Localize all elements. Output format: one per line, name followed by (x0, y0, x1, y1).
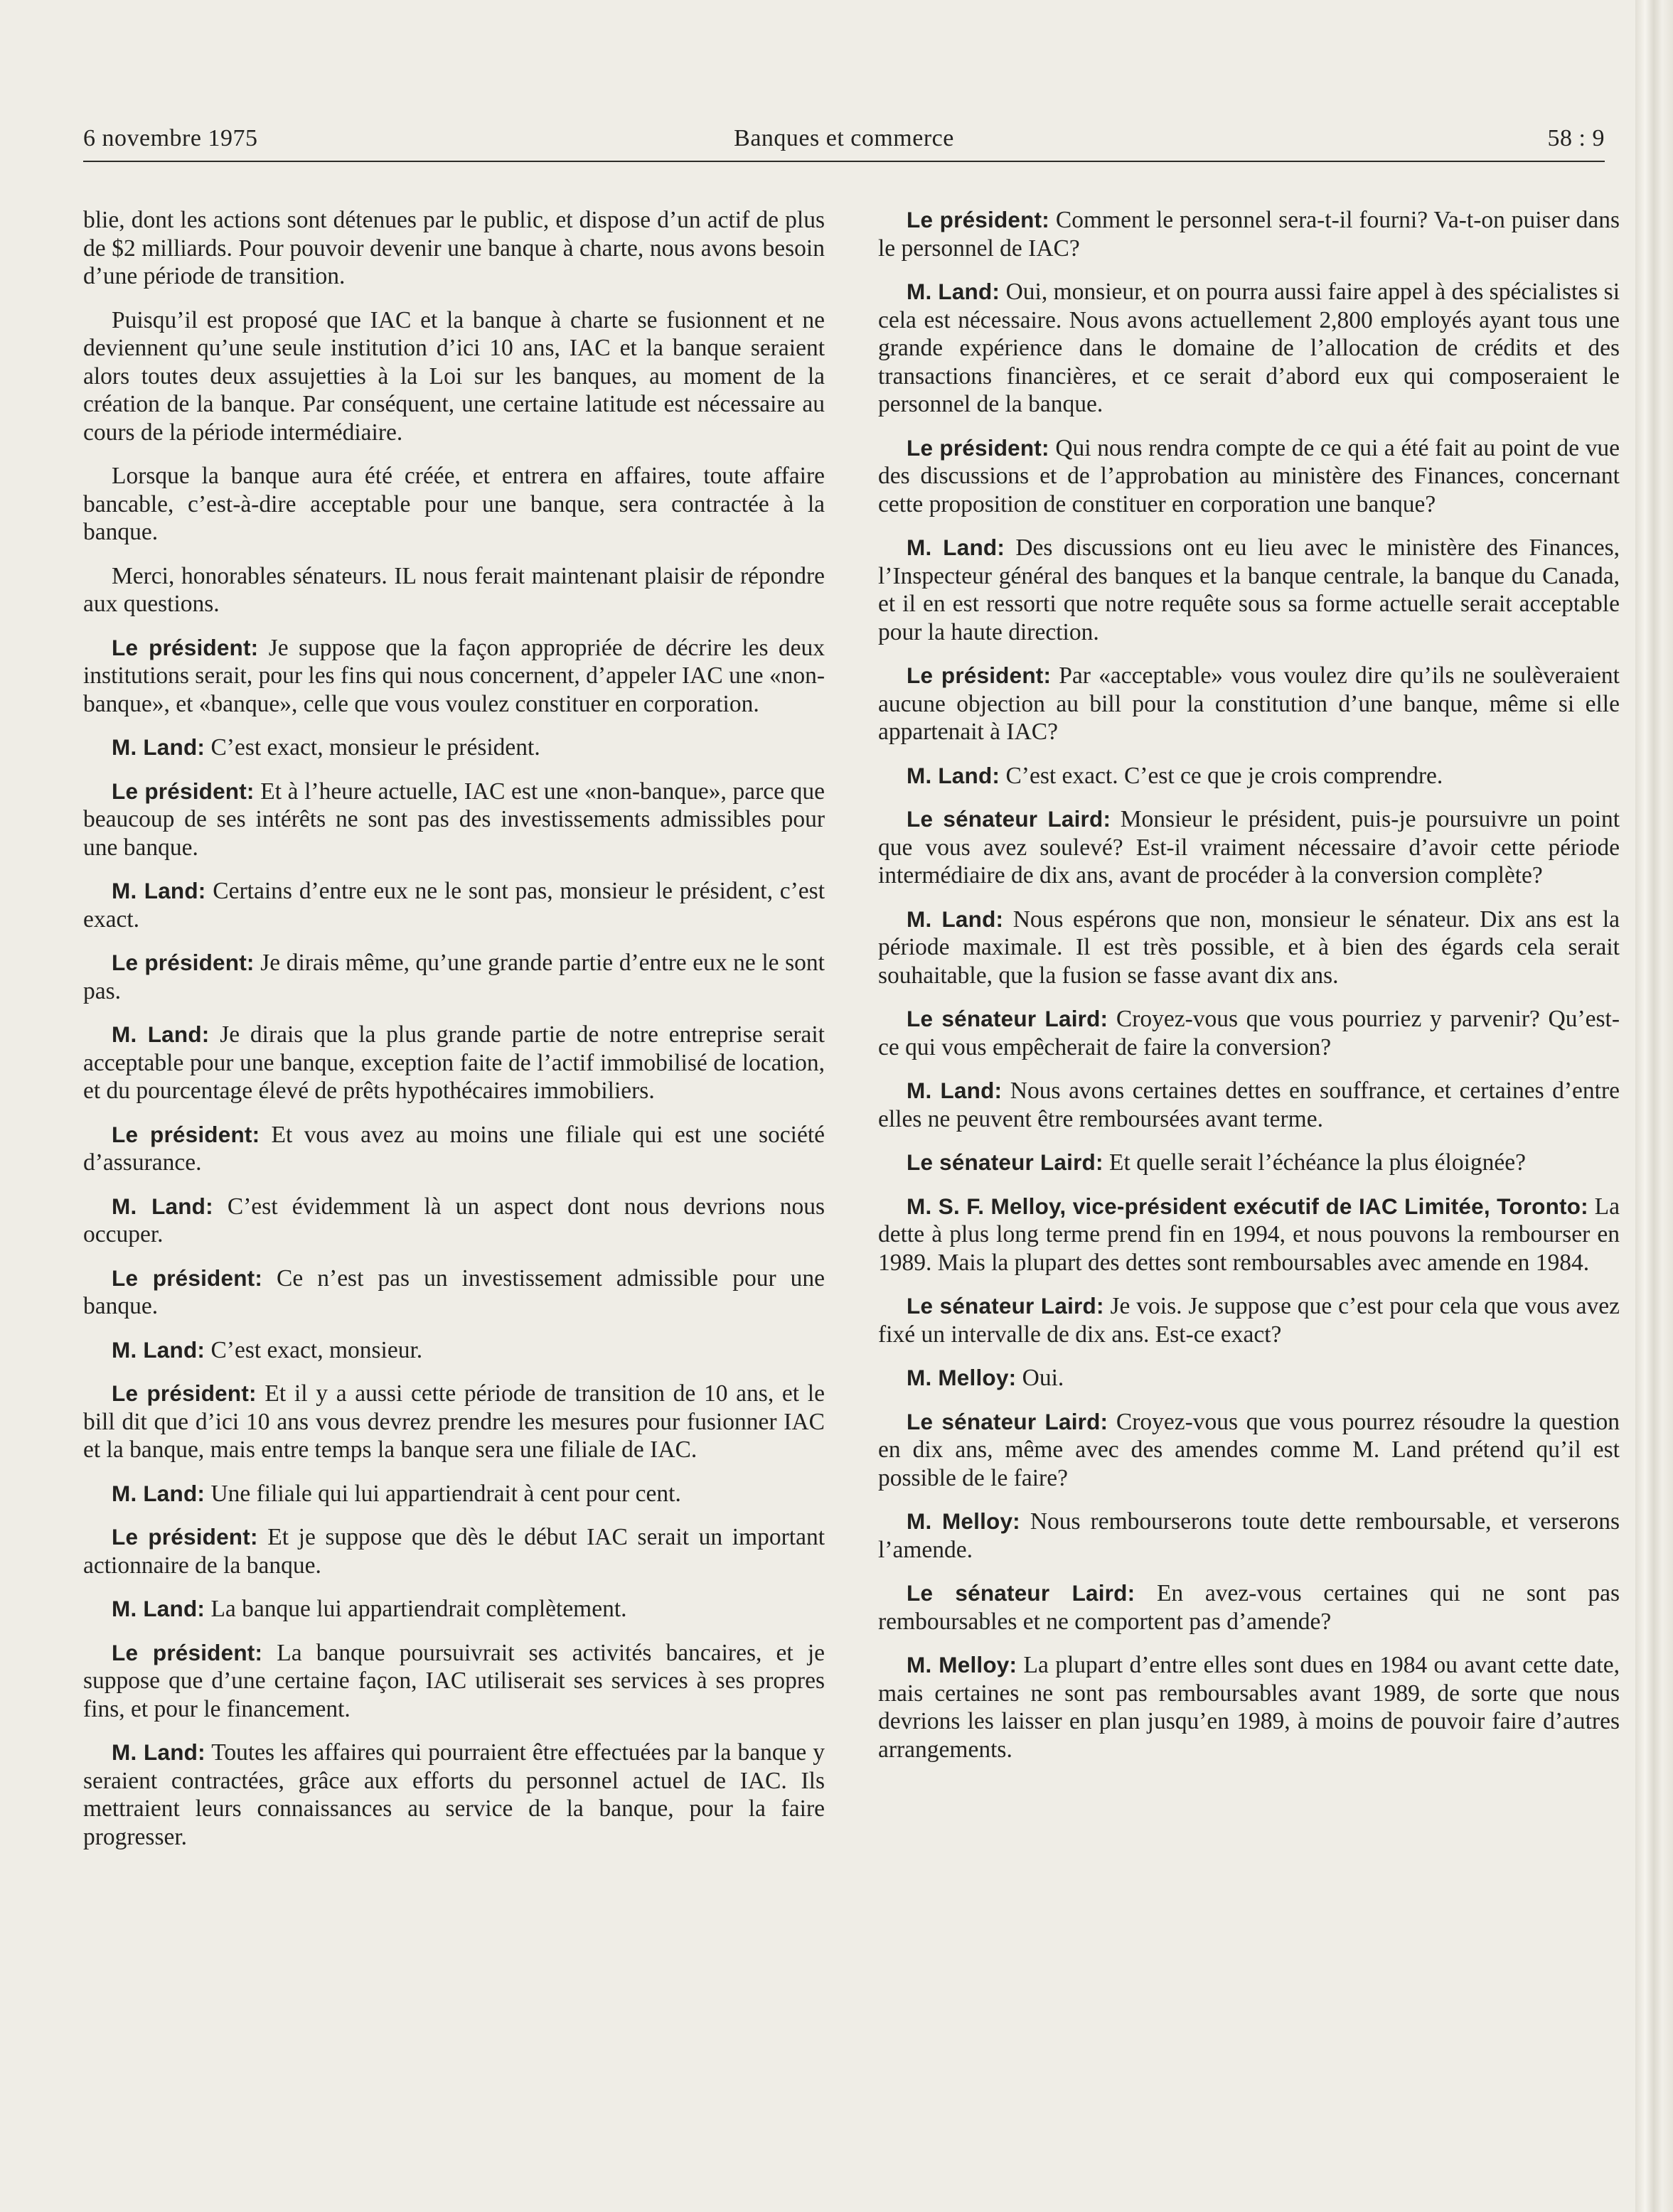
paragraph (83, 1523, 825, 1579)
paragraph-text: Et vous avez au moins une filiale qui est une société d’assurance. (83, 1121, 825, 1176)
header-page-number: 58 : 9 (1547, 125, 1605, 151)
paragraph (83, 1265, 825, 1321)
paragraph-text: Ce n’est pas un investissement admissible pour une banque. (83, 1265, 825, 1319)
speaker-name: Le président: (907, 207, 1049, 232)
paragraph-text: Monsieur le président, puis-je poursuivre un point que vous avez soulevé? Est-il vraiment nécessaire d’avoir cette période intermédiaire de dix ans, avant de procéder à la conversion complète? (878, 806, 1620, 888)
speaker-name: M. Land: (112, 1596, 205, 1621)
speaker-name: M. Land: (112, 1739, 205, 1765)
paragraph (83, 462, 825, 547)
speaker-name: M. Melloy: (907, 1508, 1020, 1534)
paragraph-text: Certains d’entre eux ne le sont pas, monsieur le président, c’est exact. (83, 878, 825, 933)
speaker-name: M. Land: (112, 1193, 213, 1219)
paragraph-text: Comment le personnel sera-t-il fourni? Va-t-on puiser dans le personnel de IAC? (878, 207, 1620, 262)
paragraph (83, 949, 825, 1005)
paragraph-text: Nous rembourserons toute dette remboursable, et verserons l’amende. (878, 1508, 1620, 1563)
paragraph (83, 877, 825, 933)
speaker-name: M. Land: (112, 878, 206, 903)
paragraph-text: Et il y a aussi cette période de transition de 10 ans, et le bill dit que d’ici 10 ans vous devrez prendre les mesures pour fusionner IAC et la banque, mais entre temps la banque sera une filiale de IAC. (83, 1380, 825, 1463)
paragraph-text: Croyez-vous que vous pourriez y parvenir? Qu’est-ce qui vous empêcherait de faire la conversion? (878, 1006, 1620, 1061)
speaker-name: M. Land: (907, 762, 1000, 788)
paragraph-text: Oui, monsieur, et on pourra aussi faire appel à des spécialistes si cela est nécessaire. Nous avons actuellement 2,800 employés ayant tous une grande expérience dans le domaine de l’allocation de crédits et des transactions financières, et ce serait d’abord eux qui composeraient le personnel de la banque. (878, 279, 1620, 417)
paragraph-text: Par «acceptable» vous voulez dire qu’ils ne soulèveraient aucune objection au bill pour la constitution d’une banque, même si elle appartenait à IAC? (878, 662, 1620, 745)
paragraph (878, 1292, 1620, 1348)
header-title: Banques et commerce (734, 125, 954, 151)
paragraph-text: Des discussions ont eu lieu avec le ministère des Finances, l’Inspecteur général des banques et la banque centrale, la banque du Canada, et il en est ressorti que notre requête sous sa forme actuelle serait acceptable pour la haute direction. (878, 535, 1620, 645)
paragraph (878, 906, 1620, 990)
paragraph-text: Je dirais même, qu’une grande partie d’entre eux ne le sont pas. (83, 950, 825, 1004)
paragraph-text: Je vois. Je suppose que c’est pour cela que vous avez fixé un intervalle de dix ans. Est-ce exact? (878, 1293, 1620, 1348)
speaker-name: Le sénateur Laird: (907, 1580, 1135, 1606)
paragraph-text: Toutes les affaires qui pourraient être effectuées par la banque y seraient contractées, grâce aux efforts du personnel actuel de IAC. Ils mettraient leurs connaissances au service de la banque, pour la faire progresser. (83, 1739, 825, 1850)
paragraph-text: blie, dont les actions sont détenues par le public, et dispose d’un actif de plus de $2 milliards. Pour pouvoir devenir une banque à charte, nous avons besoin d’une période de transition. (83, 207, 825, 289)
paragraph-text: Qui nous rendra compte de ce qui a été fait au point de vue des discussions et de l’approbation au ministère des Finances, concernant cette proposition de constituer en corporation une banque? (878, 434, 1620, 517)
paragraph (83, 778, 825, 862)
paragraph (878, 434, 1620, 519)
paragraph (878, 1193, 1620, 1277)
speaker-name: M. S. F. Melloy, vice-président exécutif de IAC Limitée, Toronto: (907, 1193, 1588, 1219)
speaker-name: M. Melloy: (907, 1365, 1017, 1390)
header-date: 6 novembre 1975 (83, 125, 258, 151)
header-rule (83, 161, 1605, 162)
speaker-name: Le président: (112, 1121, 260, 1147)
speaker-name: Le président: (112, 778, 255, 804)
paragraph (83, 562, 825, 618)
paragraph-text: En avez-vous certaines qui ne sont pas remboursables et ne comportent pas d’amende? (878, 1580, 1620, 1635)
paragraph (878, 1364, 1620, 1392)
speaker-name: Le sénateur Laird: (907, 1293, 1104, 1319)
paragraph-text: Je dirais que la plus grande partie de notre entreprise serait acceptable pour une banque, exception faite de l’actif immobilisé de location, et du pourcentage élevé de prêts hypothécaires immobiliers. (83, 1021, 825, 1104)
speaker-name: M. Land: (907, 906, 1004, 932)
speaker-name: Le sénateur Laird: (907, 1149, 1103, 1175)
paragraph (83, 1595, 825, 1623)
speaker-name: Le président: (907, 662, 1052, 688)
paragraph (83, 1193, 825, 1249)
paragraph-text: Merci, honorables sénateurs. IL nous ferait maintenant plaisir de répondre aux questions. (83, 562, 825, 617)
paragraph-text: C’est exact, monsieur le président. (205, 734, 540, 761)
speaker-name: Le président: (907, 434, 1049, 461)
speaker-name: Le sénateur Laird: (907, 1408, 1108, 1434)
paragraph (878, 1651, 1620, 1763)
running-header (83, 125, 1605, 161)
speaker-name: M. Land: (112, 1336, 205, 1363)
paragraph (83, 1021, 825, 1105)
speaker-name: Le sénateur Laird: (907, 1006, 1108, 1031)
paragraph (878, 1408, 1620, 1493)
paragraph (83, 634, 825, 719)
speaker-name: Le président: (112, 1265, 263, 1291)
paragraph-text: Croyez-vous que vous pourrez résoudre la question en dix ans, même avec des amendes comme M. Land prétend qu’il est possible de le faire? (878, 1408, 1620, 1491)
paragraph (878, 662, 1620, 746)
left-column (83, 206, 825, 1867)
paragraph (83, 1336, 825, 1365)
paragraph-text: Je suppose que la façon appropriée de décrire les deux institutions serait, pour les fins qui nous concernent, d’appeler IAC une «non-banque», et «banque», celle que vous voulez constituer en corporation. (83, 634, 825, 717)
paragraph-text: C’est exact. C’est ce que je crois comprendre. (1000, 762, 1443, 789)
paragraph-text: Nous avons certaines dettes en souffrance, et certaines d’entre elles ne peuvent être remboursées avant terme. (878, 1078, 1620, 1132)
paragraph (878, 762, 1620, 790)
paragraph-text: Et je suppose que dès le début IAC serait un important actionnaire de la banque. (83, 1524, 825, 1579)
paragraph-text: Nous espérons que non, monsieur le sénateur. Dix ans est la période maximale. Il est très possible, et à bien des égards cela serait souhaitable, que la fusion se fasse avant dix ans. (878, 906, 1620, 989)
paragraph-text: Lorsque la banque aura été créée, et entrera en affaires, toute affaire bancable, c’est-à-dire acceptable pour une banque, sera contractée à la banque. (83, 463, 825, 545)
paragraph-text: Oui. (1016, 1365, 1064, 1391)
speaker-name: Le président: (112, 1639, 263, 1665)
paragraph-text: Et à l’heure actuelle, IAC est une «non-banque», parce que beaucoup de ses intérêts ne sont pas des investissements admissibles pour une banque. (83, 778, 825, 861)
paragraph-text: La plupart d’entre elles sont dues en 1984 ou avant cette date, mais certaines ne sont pas remboursables avant 1989, de sorte que nous devrions les laisser en plan jusqu’en 1989, à moins de pouvoir faire d’autres arrangements. (878, 1652, 1620, 1763)
paragraph-text: La banque lui appartiendrait complètement. (205, 1596, 627, 1622)
paragraph (83, 1739, 825, 1851)
speaker-name: M. Land: (112, 734, 205, 760)
paragraph-text: C’est exact, monsieur. (205, 1336, 423, 1363)
paragraph-text: La banque poursuivrait ses activités bancaires, et je suppose que d’une certaine façon, IAC utiliserait ses services à ses propres fins, et pour le financement. (83, 1639, 825, 1722)
speaker-name: Le président: (112, 634, 259, 660)
paragraph-text: C’est évidemment là un aspect dont nous devrions nous occuper. (83, 1193, 825, 1247)
speaker-name: M. Land: (907, 1078, 1003, 1103)
paragraph (83, 1480, 825, 1508)
paragraph (83, 306, 825, 447)
speaker-name: M. Land: (112, 1480, 205, 1506)
paragraph-text: Et quelle serait l’échéance la plus éloignée? (1103, 1149, 1527, 1176)
right-column (878, 206, 1620, 1779)
paragraph (878, 805, 1620, 890)
speaker-name: M. Land: (907, 535, 1005, 560)
speaker-name: Le président: (112, 1524, 258, 1550)
paragraph (878, 1005, 1620, 1061)
paragraph-text: Puisqu’il est proposé que IAC et la banque à charte se fusionnent et ne deviennent qu’une seule institution d’ici 10 ans, IAC et la banque seraient alors toutes deux assujetties à la Loi sur les banques, au moment de la création de la banque. Par conséquent, une certaine latitude est nécessaire au cours de la période intermédiaire. (83, 306, 825, 446)
speaker-name: Le président: (112, 950, 255, 975)
paragraph (83, 1639, 825, 1724)
paragraph (878, 534, 1620, 646)
paragraph (878, 278, 1620, 419)
speaker-name: Le président: (112, 1380, 257, 1406)
paragraph (878, 1149, 1620, 1177)
paragraph (878, 1508, 1620, 1564)
speaker-name: Le sénateur Laird: (907, 806, 1111, 832)
paragraph (878, 1077, 1620, 1133)
paragraph (83, 1121, 825, 1177)
paragraph-text: La dette à plus long terme prend fin en 1994, et nous pouvons la rembourser en 1989. Mais la plupart des dettes sont remboursables avec amende en 1984. (878, 1193, 1620, 1276)
paragraph (83, 206, 825, 291)
page-edge (1635, 0, 1673, 2212)
paragraph (878, 1579, 1620, 1636)
paragraph (83, 734, 825, 762)
speaker-name: M. Land: (112, 1021, 210, 1047)
paragraph (83, 1380, 825, 1464)
paragraph-text: Une filiale qui lui appartiendrait à cent pour cent. (205, 1480, 681, 1507)
speaker-name: M. Melloy: (907, 1652, 1017, 1677)
speaker-name: M. Land: (907, 279, 1000, 304)
paragraph (878, 206, 1620, 262)
